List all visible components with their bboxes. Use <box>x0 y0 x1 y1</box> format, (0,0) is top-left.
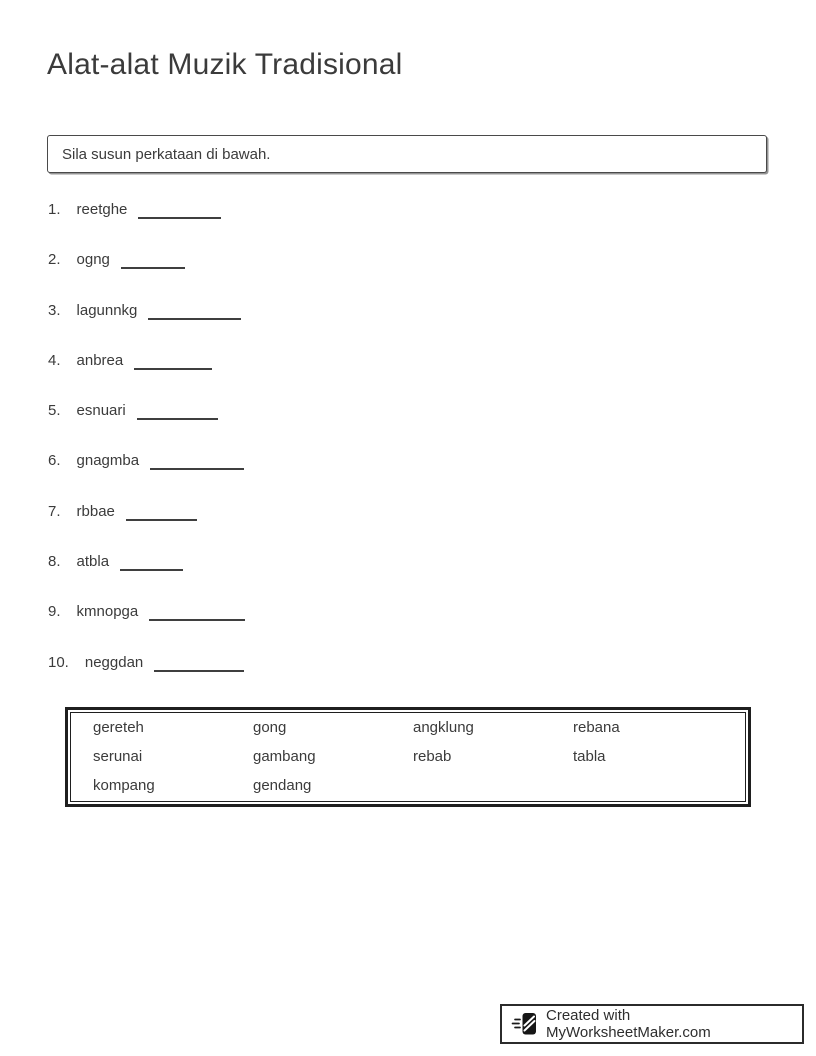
scrambled-word: esnuari <box>76 402 126 420</box>
question-row <box>48 302 245 324</box>
question-number: 2. <box>48 251 61 269</box>
scrambled-word: rbbae <box>76 502 115 520</box>
answer-blank <box>154 669 244 672</box>
question-number: 3. <box>48 301 61 319</box>
word-bank-item: gereteh <box>93 719 144 736</box>
answer-blank <box>126 518 197 521</box>
answer-blank <box>137 417 218 420</box>
answer-blank <box>120 568 183 571</box>
scrambled-word: atbla <box>76 553 110 571</box>
word-bank-item: gong <box>253 719 287 736</box>
word-bank-item: rebab <box>413 748 452 765</box>
page-title: Alat-alat Muzik Tradisional <box>47 48 403 81</box>
question-row <box>48 603 245 625</box>
question-number: 4. <box>48 351 61 369</box>
question-row <box>48 352 245 374</box>
question-list <box>48 201 245 704</box>
scrambled-word: ogng <box>76 251 110 269</box>
question-row <box>48 654 245 676</box>
credit-text: Created with MyWorksheetMaker.com <box>546 1007 711 1041</box>
scrambled-word: neggdan <box>84 653 144 671</box>
instruction-text: Sila susun perkataan di bawah. <box>62 145 271 163</box>
word-bank-item: tabla <box>573 748 606 765</box>
question-row <box>48 251 245 273</box>
scrambled-word: reetghe <box>76 201 128 218</box>
answer-blank <box>138 216 221 219</box>
worksheet-maker-logo-icon <box>511 1012 538 1036</box>
answer-blank <box>148 317 241 320</box>
answer-blank <box>150 467 244 470</box>
word-bank-item: angklung <box>413 719 474 736</box>
question-row <box>48 201 245 223</box>
word-bank <box>65 707 751 807</box>
question-number: 10. <box>48 653 69 671</box>
scrambled-word: kmnopga <box>76 603 139 621</box>
word-bank-grid <box>70 712 746 802</box>
answer-blank <box>134 367 212 370</box>
instruction-box <box>47 135 767 173</box>
scrambled-word: gnagmba <box>76 452 140 470</box>
scrambled-word: anbrea <box>76 351 124 369</box>
answer-blank <box>121 266 185 269</box>
scrambled-word: lagunnkg <box>76 301 138 319</box>
word-bank-item: rebana <box>573 719 620 736</box>
word-bank-item: serunai <box>93 748 143 765</box>
credit-badge <box>500 1004 804 1044</box>
question-number: 1. <box>48 201 61 218</box>
word-bank-item: gambang <box>253 748 316 765</box>
question-number: 8. <box>48 553 61 571</box>
question-number: 7. <box>48 502 61 520</box>
word-bank-item: gendang <box>253 777 312 794</box>
question-row <box>48 402 245 424</box>
question-number: 5. <box>48 402 61 420</box>
answer-blank <box>149 618 245 621</box>
question-number: 6. <box>48 452 61 470</box>
question-row <box>48 452 245 474</box>
word-bank-item: kompang <box>93 777 155 794</box>
question-number: 9. <box>48 603 61 621</box>
question-row <box>48 503 245 525</box>
question-row <box>48 553 245 575</box>
